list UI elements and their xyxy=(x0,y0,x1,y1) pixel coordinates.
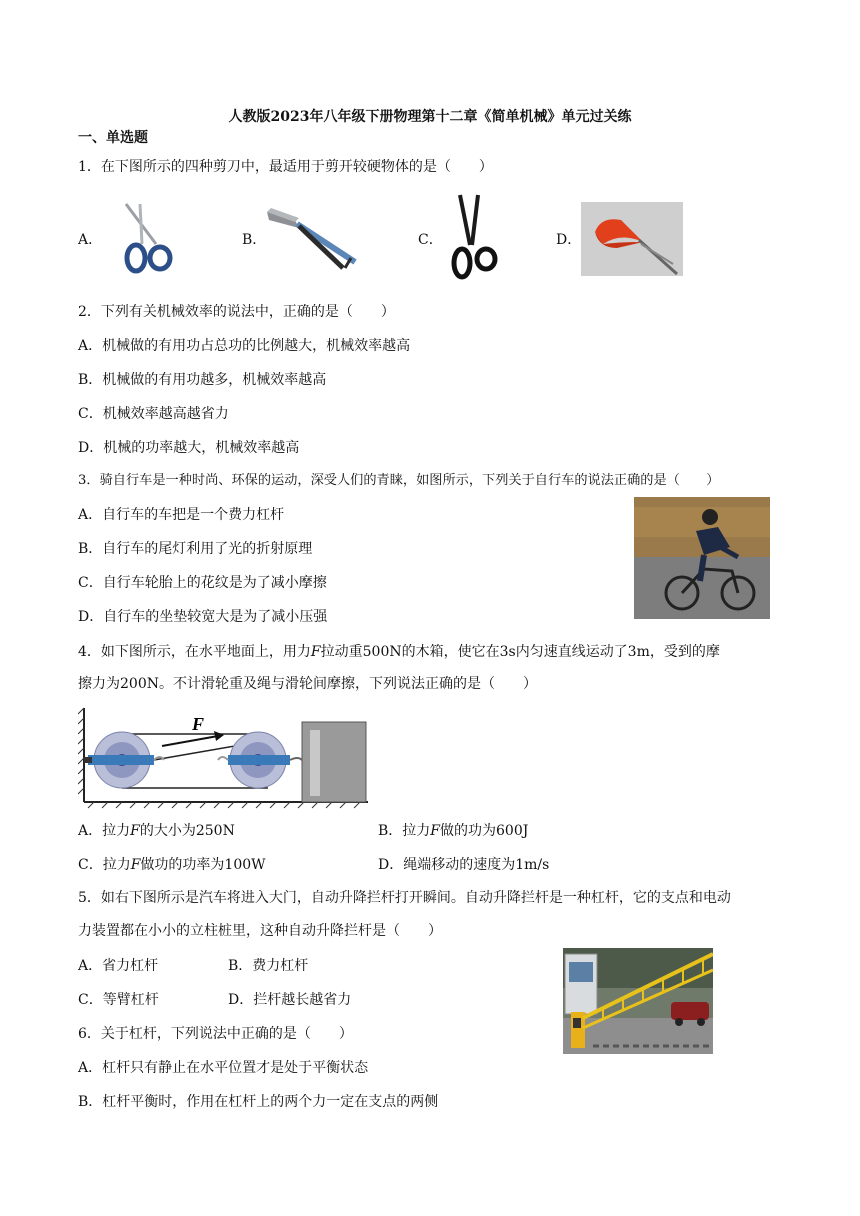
q5-option-d: D．拦杆越长越省力 xyxy=(228,992,352,1008)
q6-option-b: B．杠杆平衡时，作用在杠杆上的两个力一定在支点的两侧 xyxy=(78,1094,439,1110)
q4-option-c: C．拉力F做功的功率为100W xyxy=(78,857,266,873)
q4-option-a: A．拉力F的大小为250N xyxy=(78,823,235,839)
section-heading: 一、单选题 xyxy=(78,130,148,146)
pulley-diagram xyxy=(78,700,370,810)
q5-option-b: B．费力杠杆 xyxy=(228,958,309,974)
q4-option-d: D．绳端移动的速度为1m/s xyxy=(378,857,550,873)
q1-stem: 1．在下图所示的四种剪刀中，最适用于剪开较硬物体的是（ ） xyxy=(78,159,493,175)
q2-stem: 2．下列有关机械效率的说法中，正确的是（ ） xyxy=(78,304,395,320)
q3-stem: 3．骑自行车是一种时尚、环保的运动，深受人们的青睐，如图所示，下列关于自行车的说法正确的是（ ） xyxy=(78,473,720,488)
q2-option-c: C．机械效率越高越省力 xyxy=(78,406,229,422)
q1-option-d: D． xyxy=(556,232,582,248)
scissors-c-icon xyxy=(448,193,500,283)
q5-option-a: A．省力杠杆 xyxy=(78,958,159,974)
document-title: 人教版2023年八年级下册物理第十二章《简单机械》单元过关练 xyxy=(228,109,632,125)
q5-option-c: C．等臂杠杆 xyxy=(78,992,159,1008)
q6-option-a: A．杠杆只有静止在水平位置才是处于平衡状态 xyxy=(78,1060,369,1076)
q1-option-a: A． xyxy=(78,232,103,248)
tin-snips-b-icon xyxy=(265,206,361,272)
q6-stem: 6．关于杠杆，下列说法中正确的是（ ） xyxy=(78,1026,353,1042)
q4-stem-line2: 擦力为200N。不计滑轮重及绳与滑轮间摩擦，下列说法正确的是（ ） xyxy=(78,676,537,692)
q2-option-a: A．机械做的有用功占总功的比例越大，机械效率越高 xyxy=(78,338,411,354)
scissors-a-icon xyxy=(112,200,174,276)
figure-force-label: F xyxy=(192,714,205,734)
q1-option-c: C． xyxy=(418,232,443,248)
q1-option-b: B． xyxy=(242,232,267,248)
q4-stem-line1: 4．如下图所示，在水平地面上，用力F拉动重500N的木箱，使它在3s内匀速直线运动了3m，受到的摩 xyxy=(78,644,720,660)
q4-option-b: B．拉力F做的功为600J xyxy=(378,823,529,839)
q3-option-d: D．自行车的坐垫较宽大是为了减小压强 xyxy=(78,609,328,625)
thread-snips-d-icon xyxy=(581,202,683,276)
q5-stem-line1: 5．如右下图所示是汽车将进入大门，自动升降拦杆打开瞬间。自动升降拦杆是一种杠杆，它的支点和电动 xyxy=(78,890,731,906)
cyclist-photo xyxy=(634,497,770,619)
q3-option-a: A．自行车的车把是一个费力杠杆 xyxy=(78,507,285,523)
force-variable: F xyxy=(310,644,321,660)
q5-stem-line2: 力装置都在小小的立柱桩里，这种自动升降拦杆是（ ） xyxy=(78,923,442,939)
barrier-gate-photo xyxy=(563,948,713,1054)
q2-option-b: B．机械做的有用功越多，机械效率越高 xyxy=(78,372,327,388)
q2-option-d: D．机械的功率越大，机械效率越高 xyxy=(78,440,300,456)
q3-option-c: C．自行车轮胎上的花纹是为了减小摩擦 xyxy=(78,575,327,591)
q3-option-b: B．自行车的尾灯利用了光的折射原理 xyxy=(78,541,313,557)
